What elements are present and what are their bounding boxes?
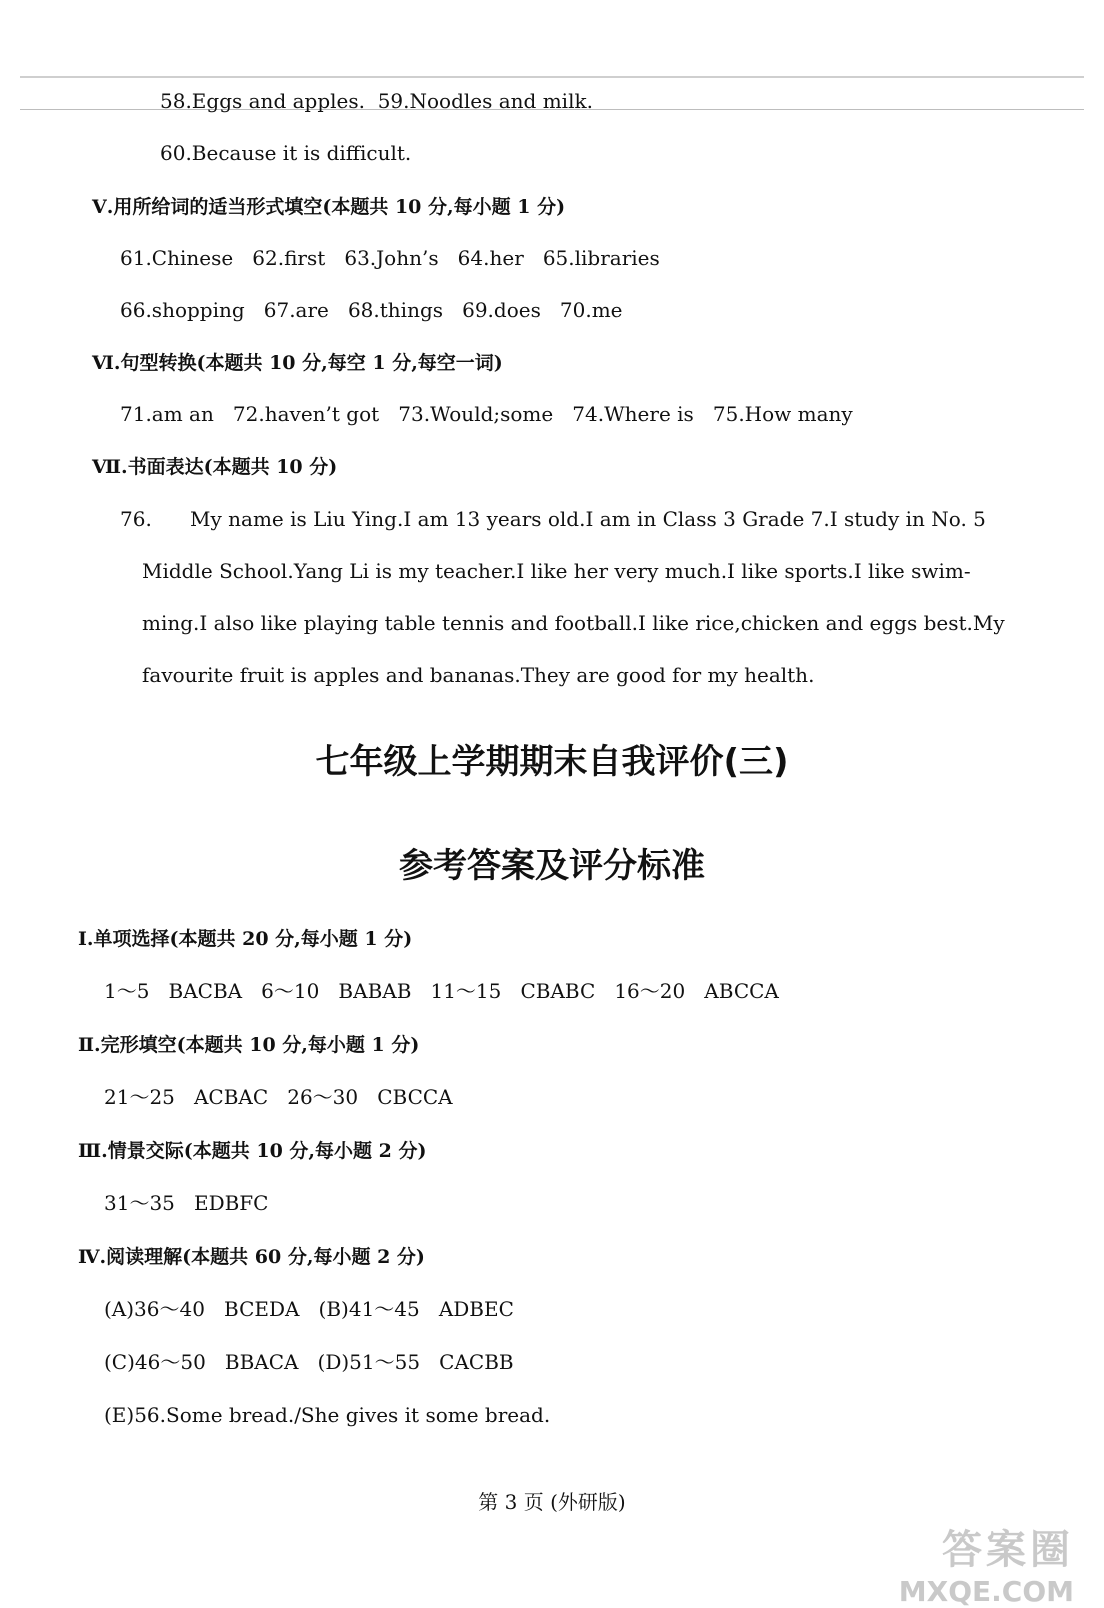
section-7-heading: Ⅶ.书面表达(本题共 10 分) [92,456,338,478]
essay-line-2: Middle School.Yang Li is my teacher.I like her very much.I like sports.I like swim- [142,559,971,583]
part2-section-4-heading: Ⅳ.阅读理解(本题共 60 分,每小题 2 分) [78,1246,425,1268]
top-rule [20,76,1084,78]
part2-answers-31-35: 31～35 EDBFC [104,1191,269,1215]
part2-answers-46-55: (C)46～50 BBACA (D)51～55 CACBB [104,1350,514,1374]
watermark [899,1518,1074,1608]
essay-line-3: ming.I also like playing table tennis and football.I like rice,chicken and eggs best.My [142,611,1005,635]
essay-line-4: favourite fruit is apples and bananas.They are good for my health. [142,663,815,687]
part2-answer-56: (E)56.Some bread./She gives it some bread. [104,1403,551,1427]
page-footer: 第 3 页 (外研版) [478,1490,626,1514]
part2-section-1-heading: Ⅰ.单项选择(本题共 20 分,每小题 1 分) [78,928,413,950]
section-6-heading: Ⅵ.句型转换(本题共 10 分,每空 1 分,每空一词) [92,352,503,374]
answer-58-59: 58.Eggs and apples. 59.Noodles and milk. [160,89,593,113]
essay-number: 76. [120,507,152,531]
answers-71-75: 71.am an 72.haven’t got 73.Would;some 74.Where is 75.How many [120,402,853,426]
watermark-url: MXQE.COM [898,1575,1074,1608]
essay-line-1: My name is Liu Ying.I am 13 years old.I am in Class 3 Grade 7.I study in No. 5 [190,507,986,531]
page-subtitle: 参考答案及评分标准 [399,846,705,886]
page-title: 七年级上学期期末自我评价(三) [315,742,789,782]
answers-61-65: 61.Chinese 62.first 63.John’s 64.her 65.libraries [120,246,660,270]
answers-66-70: 66.shopping 67.are 68.things 69.does 70.me [120,298,623,322]
watermark-logo-text: 答案圈 [942,1527,1074,1573]
part2-answers-21-30: 21～25 ACBAC 26～30 CBCCA [104,1085,453,1109]
part2-section-2-heading: Ⅱ.完形填空(本题共 10 分,每小题 1 分) [78,1034,420,1056]
part2-answers-36-45: (A)36～40 BCEDA (B)41～45 ADBEC [104,1297,514,1321]
answer-60: 60.Because it is difficult. [160,141,412,165]
part2-section-3-heading: Ⅲ.情景交际(本题共 10 分,每小题 2 分) [78,1140,427,1162]
part2-answers-1-20: 1～5 BACBA 6～10 BABAB 11～15 CBABC 16～20 ABCCA [104,979,779,1003]
section-5-heading: Ⅴ.用所给词的适当形式填空(本题共 10 分,每小题 1 分) [92,196,566,218]
